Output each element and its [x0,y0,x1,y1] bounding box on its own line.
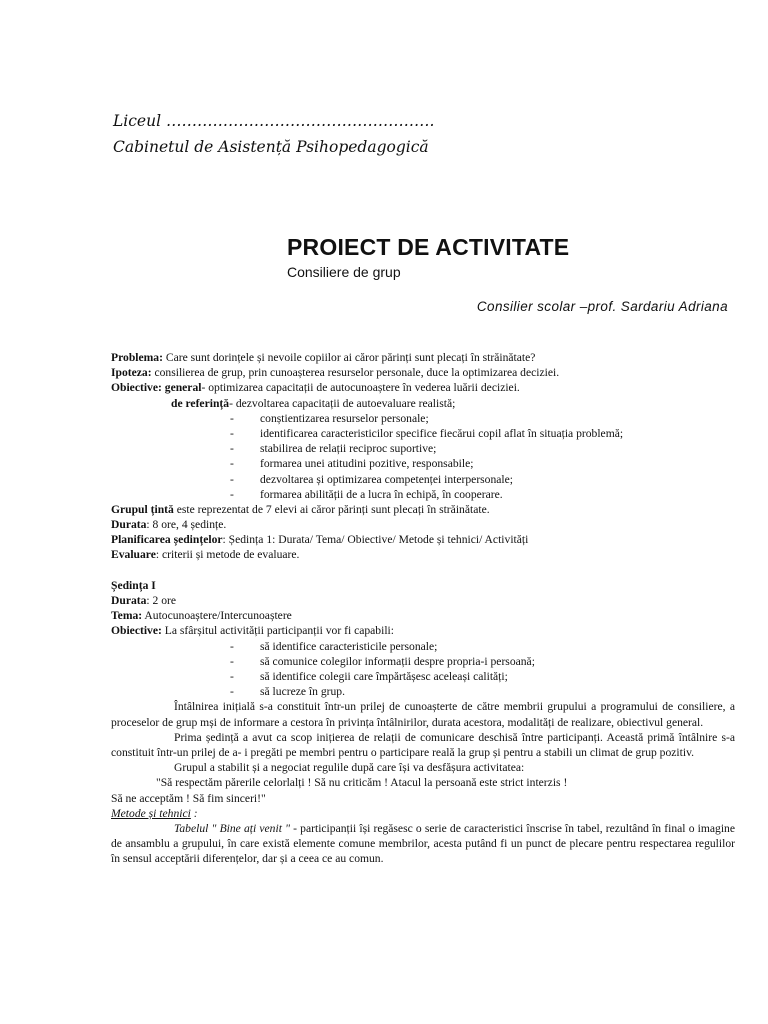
sedinta-obiective-text: La sfârșitul activității participanții vor fi capabili: [161,624,394,638]
dash-bullet: - [230,457,234,471]
dash-bullet: - [230,426,234,440]
planificare-line [111,532,735,547]
list-item: - dezvoltarea și optimizarea competenței interpersonale; [230,472,514,486]
list-item: - să lucreze în grup. [230,685,345,699]
paragraph-tabelul [111,821,735,867]
dash-bullet: - [230,411,234,425]
sedinta-durata-line [111,593,735,608]
dash-bullet: - [230,685,234,699]
list-item: - să identifice colegii care împărtășesc aceleași calități; [230,669,508,683]
metode-line [111,806,735,821]
grup-tinta-label: Grupul țintă [111,502,174,516]
dash-bullet: - [230,442,234,456]
page-subtitle: Consiliere de grup [287,264,401,280]
metode-colon: : [190,806,198,820]
referinta-text: - dezvoltarea capacitații de autoevaluare realistă; [229,396,456,410]
durata-line [111,517,735,532]
evaluare-label: Evaluare [111,548,156,562]
sedinta-heading: Ședința I [111,578,156,592]
grup-tinta-line [111,502,735,517]
page-title: PROIECT DE ACTIVITATE [287,234,570,260]
sedinta-durata-text: : 2 ore [146,594,177,607]
sedinta-obiective-line [111,623,735,638]
sedinta-tema-line [111,608,735,623]
ipoteza-line [111,365,735,380]
obiective-general-line [111,380,735,395]
dash-bullet: - [230,654,234,668]
planificare-text: : Ședința 1: Durata/ Tema/ Obiective/ Metode și tehnici/ Activități [222,533,529,547]
author-line: Consilier scolar –prof. Sardariu Adriana [476,299,728,314]
list-item: - să comunice colegilor informații despre propria-i persoană; [230,654,535,668]
tabelul-text: - participanții își regăsesc o serie de caracteristici înscrise în tabel, rezultând în final o imagine de ansamblu a grupului, în care există elemente comune membrilor, acesta putând fi un punct de plecare pentru respectarea regulilor în sensul acceptării diferențelor, dar și a ceea ce au comun. [111,821,735,866]
paragraph-intalnirea: Întâlnirea inițială s-a constituit într-un prilej de cunoașterte de către membrii grupului a programului de consiliere, a proceselor de grup mși de informare a cestora în privința întâlnirilor, durata acestora, modalități de realizare, obiectivul general. [111,700,735,729]
dash-bullet: - [230,669,234,683]
sedinta-obiective-label: Obiective: [111,624,162,638]
durata-text: : 8 ore, 4 ședințe. [146,518,227,532]
school-name: Liceul ……………………………………………. [113,112,435,130]
problema-line [111,350,735,365]
durata-label: Durata [111,518,147,532]
cabinet-name: Cabinetul de Asistență Psihopedagogică [113,138,429,156]
evaluare-line [111,547,735,562]
general-text: - optimizarea capacitații de autocunoaștere în vederea luării deciziei. [201,381,520,395]
general-label: general [161,381,202,395]
spacer [111,563,735,578]
ipoteza-label: Ipoteza: [111,366,152,380]
paragraph-reguli: Grupul a stabilit și a negociat regulile după care își va desfășura activitatea: [174,761,525,775]
dash-bullet: - [230,639,234,653]
referinta-line [111,396,735,411]
planificare-label: Planificarea ședințelor [111,533,223,547]
list-item: - să identifice caracteristicile personale; [230,639,438,653]
evaluare-text: : criterii și metode de evaluare. [155,548,300,562]
grup-tinta-text: este reprezentat de 7 elevi ai căror părinți sunt plecați în străinătate. [173,502,490,516]
tabelul-label: Tabelul " Bine ați venit " [174,821,290,835]
list-item: - conștientizarea resurselor personale; [230,411,429,425]
list-item: - formarea unei atitudini pozitive, responsabile; [230,457,474,471]
sedinta-tema-label: Tema: [111,609,143,623]
dash-bullet: - [230,487,234,501]
sedinta-durata-label: Durata [111,594,147,607]
metode-label: Metode și tehnici [111,806,191,820]
list-item: - formarea abilității de a lucra în echipă, în cooperare. [230,487,503,501]
rules-quote-line-2: Să ne acceptăm ! Să fim sinceri!" [111,791,266,805]
obiective-label: Obiective: [111,381,162,395]
ipoteza-text: consilierea de grup, prin cunoașterea resurselor personale, duce la optimizarea deciziei. [151,366,560,380]
dash-bullet: - [230,472,234,486]
problema-text: Care sunt dorințele și nevoile copiilor ai căror părinți sunt plecați în străinătate? [162,351,536,364]
problema-label: Problema: [111,351,163,364]
list-item: - stabilirea de relații reciproc suportive; [230,442,437,456]
document-body [111,350,735,867]
paragraph-prima-sedinta: Prima ședință a avut ca scop inițierea de relații de comunicare deschisă între participanți. Această primă întâlnire s-a constituit într-un prilej de a- i pregăti pe membri pentru o participare reală la grup și pentru a stabili un climat de grup pozitiv. [111,730,735,759]
rules-quote-line-1: "Să respectăm părerile celorlalți ! Să nu criticăm ! Atacul la persoană este strict interzis ! [156,776,568,790]
list-item: - identificarea caracteristicilor specifice fiecărui copil aflat în situația problemă; [230,426,624,440]
referinta-label: de referință [171,396,230,410]
sedinta-tema-text: Autocunoaștere/Intercunoaștere [142,609,292,623]
